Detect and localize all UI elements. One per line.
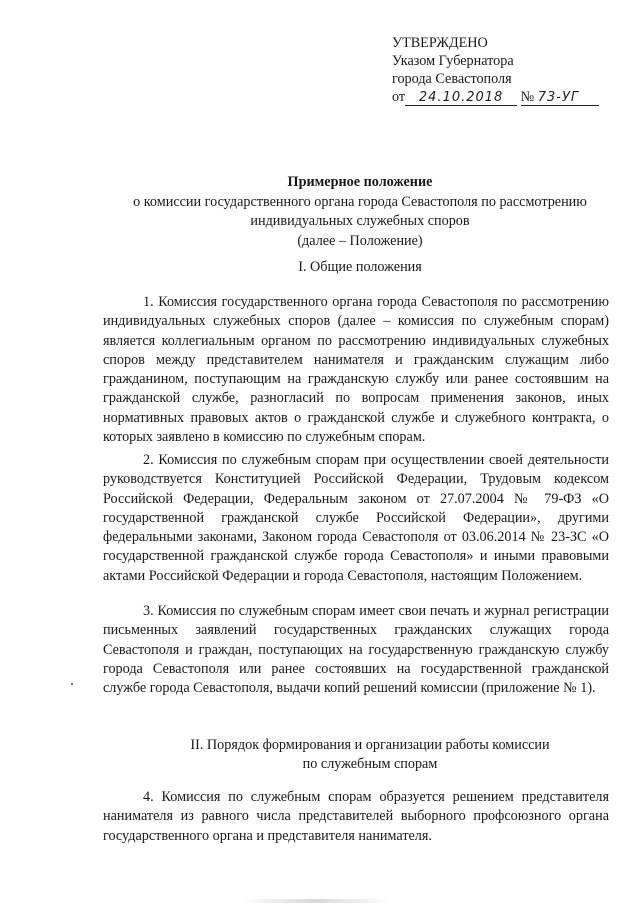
approval-city: города Севастополя bbox=[392, 71, 512, 87]
section-2-heading-line-2: по служебным спорам bbox=[302, 756, 438, 772]
title-main: Примерное положение bbox=[287, 174, 433, 190]
approval-title: УТВЕРЖДЕНО bbox=[392, 35, 488, 51]
approval-authority: Указом Губернатора bbox=[392, 53, 514, 69]
date-value: 24.10.2018 bbox=[418, 90, 504, 105]
scan-shadow bbox=[240, 899, 390, 903]
paragraph-2 bbox=[103, 451, 609, 586]
number-field bbox=[521, 90, 599, 106]
title-line-2: о комиссии государственного органа города Севастополя по рассмотрению bbox=[133, 193, 587, 210]
title-line-4: (далее – Положение) bbox=[297, 232, 423, 249]
paragraph-3-text: 3. Комиссия по служебным спорам имеет свои печать и журнал регистрации письменных заявлений государственных гражданских служащих города Севастополя и граждан, поступающих на государственную гражданскую службу города Севастополя или ранее состоявших на государственной гражданской службе города Севастополя, выдачи копий решений комиссии (приложение № 1). bbox=[103, 603, 609, 697]
paragraph-2-text: 2. Комиссия по служебным спорам при осуществлении своей деятельности руководствуется Конституцией Российской Федерации, Трудовым кодексом Российской Федерации, Федеральным законом от 27.07.2004 № 79-ФЗ «О государственной гражданской службе Российской Федерации», другими федеральными законами, Законом города Севастополя от 03.06.2014 № 23-ЗС «О государственной гражданской службе города Севастополя» и иными правовыми актами Российской Федерации и города Севастополя, настоящим Положением. bbox=[103, 452, 609, 584]
number-value: 73-УГ bbox=[537, 90, 580, 105]
date-prefix: от bbox=[392, 89, 406, 105]
paragraph-4-text: 4. Комиссия по служебным спорам образуется решением представителя нанимателя из равного числа представителей выборного профсоюзного органа государственного органа и представителя нанимателя. bbox=[103, 789, 609, 844]
date-field bbox=[405, 90, 517, 106]
approval-stamp bbox=[392, 34, 599, 106]
approval-date-line bbox=[392, 88, 599, 106]
paragraph-3 bbox=[103, 602, 609, 698]
section-2-heading bbox=[110, 736, 630, 774]
title-line-3: индивидуальных служебных споров bbox=[250, 213, 470, 229]
paragraph-1 bbox=[103, 293, 609, 447]
section-2-heading-line-1: II. Порядок формирования и организации работы комиссии bbox=[190, 737, 550, 753]
document-title bbox=[100, 173, 620, 251]
number-prefix: № bbox=[520, 89, 535, 105]
paragraph-1-text: 1. Комиссия государственного органа города Севастополя по рассмотрению индивидуальных служебных споров (далее – комиссия по служебным спорам) является коллегиальным органом по рассмотрению индивидуальных служебных споров между представителем нанимателя и гражданским служащим либо гражданином, поступающим на гражданскую службу или ранее состоявшим на гражданской службе, разногласий по вопросам применения законов, иных нормативных правовых актов о гражданской службе и служебного контракта, о которых заявлено в комиссию по служебным спорам. bbox=[103, 294, 609, 446]
scan-speck bbox=[71, 683, 73, 685]
paragraph-4 bbox=[103, 788, 609, 846]
section-1-heading: I. Общие положения bbox=[298, 259, 422, 275]
